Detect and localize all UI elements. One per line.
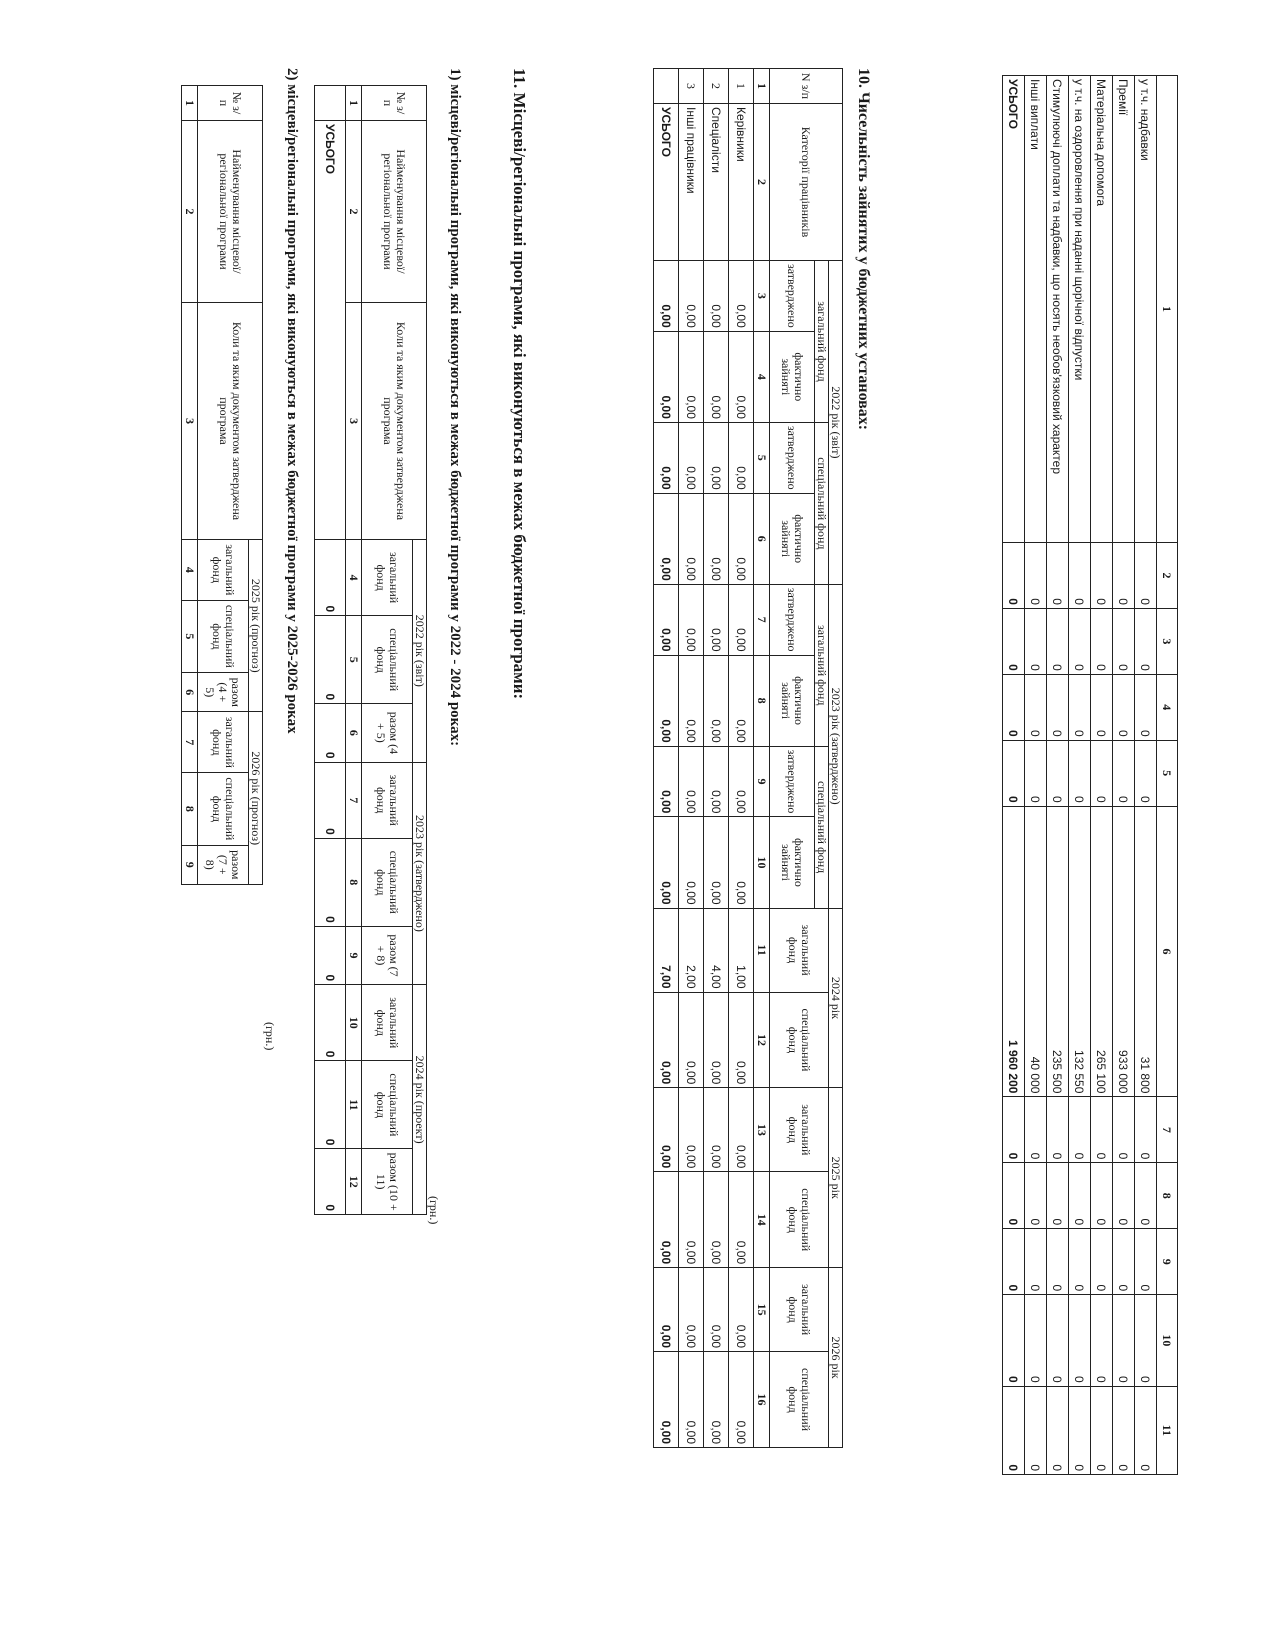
total-value-cell: 0,00 [654, 584, 679, 655]
unit-label-1: (грн.) [427, 1196, 441, 1225]
total-value-cell: 0,00 [654, 655, 679, 746]
value-cell: 235 500 [1047, 806, 1069, 1097]
value-cell: 0 [1091, 740, 1113, 806]
header-gen: загальний фонд [198, 712, 249, 773]
value-cell: 0,00 [729, 1268, 754, 1352]
row-label: Премії [1113, 76, 1135, 543]
column-index-cell: 9 [1157, 1229, 1178, 1295]
value-cell: 0 [1025, 543, 1047, 609]
header-program-name: Найменування місцевої/регіональної програми [198, 121, 263, 303]
value-cell: 0 [1113, 1163, 1135, 1229]
value-cell: 0 [1069, 740, 1091, 806]
total-value-cell: 0,00 [654, 817, 679, 908]
column-index-cell: 2 [754, 104, 770, 261]
total-label: УСЬОГО [654, 104, 679, 261]
column-index-cell: 1 [1157, 76, 1178, 543]
value-cell: 0,00 [704, 493, 729, 584]
value-cell: 0 [1025, 1295, 1047, 1386]
column-index-cell: 15 [754, 1268, 770, 1352]
value-cell: 0 [1091, 1386, 1113, 1474]
total-value-cell: 0,00 [654, 1088, 679, 1172]
value-cell: 0,00 [679, 1268, 704, 1352]
header-spec: спеціальний фонд [362, 616, 413, 704]
programs1-total-row [315, 86, 346, 1215]
column-index-cell: 11 [1157, 1386, 1178, 1474]
value-cell: 0,00 [729, 422, 754, 493]
header-program-name: Найменування місцевої/регіональної програми [362, 121, 427, 303]
section-11-sub1: 1) місцеві/регіональні програми, які виконуються в межах бюджетної програми у 2022 - 2024 роках: [447, 68, 463, 747]
column-index-cell: 7 [754, 584, 770, 655]
total-value-cell: 1 960 200 [1003, 806, 1025, 1097]
total-label: УСЬОГО [1003, 76, 1025, 543]
total-value-cell: 0,00 [654, 493, 679, 584]
value-cell: 0,00 [679, 746, 704, 817]
value-cell: 0 [1025, 1163, 1047, 1229]
table-row [1113, 76, 1135, 1475]
total-value-cell: 0 [315, 616, 346, 704]
value-cell: 933 000 [1113, 806, 1135, 1097]
total-value-cell: 0 [315, 838, 346, 926]
value-cell: 0,00 [729, 655, 754, 746]
total-value-cell: 0 [1003, 1163, 1025, 1229]
row-number: 1 [729, 69, 754, 104]
header-spec: спеціальний фонд [198, 773, 249, 845]
total-value-cell: 0 [315, 540, 346, 616]
programs2-index-row [182, 86, 198, 885]
header-approved: затверджено [770, 746, 815, 817]
value-cell: 4,00 [704, 908, 729, 992]
value-cell: 0,00 [679, 1172, 704, 1268]
value-cell: 0 [1025, 674, 1047, 740]
value-cell: 0 [1047, 1229, 1069, 1295]
column-index-cell: 1 [182, 86, 198, 121]
section-11-title: 11. Місцеві/регіональні програми, які виконуються в межах бюджетної програми: [510, 68, 529, 700]
header-gen: загальний фонд [198, 540, 249, 601]
value-cell: 0 [1113, 740, 1135, 806]
total-value-cell: 0,00 [654, 1172, 679, 1268]
value-cell: 0,00 [679, 261, 704, 332]
value-cell: 0 [1113, 1386, 1135, 1474]
value-cell: 0 [1025, 1097, 1047, 1163]
header-2025: 2025 рік (прогноз) [249, 540, 263, 712]
header-spec-fund-2024: спеціальний фонд [770, 992, 829, 1088]
value-cell: 2,00 [679, 908, 704, 992]
row-label: у т.ч. надбавки [1135, 76, 1157, 543]
value-cell: 265 100 [1091, 806, 1113, 1097]
value-cell: 0,00 [679, 1088, 704, 1172]
staff-header-row-2 [815, 69, 829, 1448]
value-cell: 0 [1069, 1097, 1091, 1163]
programs-2025-2026-table [181, 85, 263, 885]
total-row [1003, 76, 1025, 1475]
header-sum-10-11: разом (10 + 11) [362, 1149, 413, 1215]
row-number: 2 [704, 69, 729, 104]
header-document: Коли та яким документом затверджена програма [198, 303, 263, 540]
header-2023: 2023 рік (затверджено) [413, 762, 427, 985]
section-11-sub2: 2) місцеві/регіональні програми, які виконуються в межах бюджетної програми у 2025-2026 роках [284, 68, 300, 734]
value-cell: 0,00 [729, 817, 754, 908]
header-spec: спеціальний фонд [362, 1061, 413, 1149]
value-cell: 0,00 [704, 817, 729, 908]
column-index-cell: 1 [346, 86, 362, 121]
total-value-cell: 7,00 [654, 908, 679, 992]
value-cell: 0,00 [704, 422, 729, 493]
value-cell: 0 [1025, 1229, 1047, 1295]
value-cell: 0,00 [729, 1088, 754, 1172]
table-row [679, 69, 704, 1448]
column-index-cell: 8 [346, 838, 362, 926]
column-index-cell: 3 [1157, 608, 1178, 674]
value-cell: 0 [1135, 1386, 1157, 1474]
total-value-cell: 0 [315, 926, 346, 984]
header-gen-fund-2026: загальний фонд [770, 1268, 829, 1352]
value-cell: 0 [1113, 543, 1135, 609]
value-cell: 0 [1091, 1295, 1113, 1386]
column-index-cell: 6 [754, 493, 770, 584]
value-cell: 0 [1025, 608, 1047, 674]
total-value-cell: 0,00 [654, 261, 679, 332]
value-cell: 0 [1047, 1097, 1069, 1163]
value-cell: 0,00 [704, 261, 729, 332]
value-cell: 40 000 [1025, 806, 1047, 1097]
value-cell: 0,00 [704, 746, 729, 817]
column-index-cell: 2 [346, 121, 362, 303]
table-row [1047, 76, 1069, 1475]
value-cell: 0,00 [679, 1352, 704, 1448]
value-cell: 0 [1113, 674, 1135, 740]
value-cell: 0 [1135, 1163, 1157, 1229]
header-2024: 2024 рік [829, 908, 843, 1088]
total-value-cell: 0,00 [654, 1352, 679, 1448]
header-sum-4-5: разом (4 + 5) [198, 673, 249, 712]
column-index-cell: 10 [1157, 1295, 1178, 1386]
column-index-cell: 6 [346, 704, 362, 762]
column-index-cell: 9 [182, 845, 198, 884]
header-2026: 2026 рік (прогноз) [249, 712, 263, 885]
header-2022: 2022 рік (звіт) [413, 540, 427, 763]
header-2022: 2022 рік (звіт) [829, 261, 843, 585]
value-cell: 0 [1047, 543, 1069, 609]
header-2024: 2024 рік (проект) [413, 985, 427, 1215]
row-category: Інші працівники [679, 104, 704, 261]
column-index-cell: 7 [182, 712, 198, 773]
staff-index-row [754, 69, 770, 1448]
total-value-cell: 0 [315, 1149, 346, 1215]
value-cell: 0 [1135, 608, 1157, 674]
header-n: № з/п [362, 86, 427, 121]
row-label: Матеріальна допомога [1091, 76, 1113, 543]
value-cell: 0 [1091, 543, 1113, 609]
header-gen: загальний фонд [362, 540, 413, 616]
column-index-cell: 4 [754, 331, 770, 422]
value-cell: 0 [1091, 1097, 1113, 1163]
total-value-cell: 0 [1003, 674, 1025, 740]
header-spec-fund-2022: спеціальний фонд [815, 422, 829, 584]
value-cell: 0,00 [679, 655, 704, 746]
column-index-cell: 10 [754, 817, 770, 908]
table-row [729, 69, 754, 1448]
value-cell: 0,00 [679, 584, 704, 655]
column-index-cell: 5 [182, 600, 198, 672]
value-cell: 0 [1047, 740, 1069, 806]
header-gen-fund-2022: загальний фонд [815, 261, 829, 423]
column-index-cell: 2 [1157, 543, 1178, 609]
header-spec-fund-2025: спеціальний фонд [770, 1172, 829, 1268]
header-n: № з/п [198, 86, 263, 121]
value-cell: 0 [1069, 1229, 1091, 1295]
expenses-table [1002, 75, 1178, 1475]
value-cell: 0,00 [729, 1172, 754, 1268]
column-index-cell: 7 [346, 762, 362, 838]
value-cell: 0,00 [704, 655, 729, 746]
value-cell: 0 [1047, 1386, 1069, 1474]
column-index-cell: 4 [1157, 674, 1178, 740]
value-cell: 0,00 [729, 584, 754, 655]
header-approved: затверджено [770, 584, 815, 655]
value-cell: 0,00 [729, 331, 754, 422]
column-index-cell: 9 [754, 746, 770, 817]
column-index-cell: 3 [346, 303, 362, 540]
value-cell: 0 [1135, 674, 1157, 740]
header-approved: затверджено [770, 261, 815, 332]
value-cell: 0 [1135, 1295, 1157, 1386]
column-index-cell: 11 [346, 1061, 362, 1149]
value-cell: 0,00 [729, 493, 754, 584]
header-approved: затверджено [770, 422, 815, 493]
value-cell: 0 [1047, 1163, 1069, 1229]
value-cell: 0 [1069, 543, 1091, 609]
value-cell: 0 [1069, 608, 1091, 674]
programs1-header-row-1 [413, 86, 427, 1215]
value-cell: 132 550 [1069, 806, 1091, 1097]
total-value-cell: 0 [1003, 1229, 1025, 1295]
column-index-cell: 13 [754, 1088, 770, 1172]
header-spec-fund-2026: спеціальний фонд [770, 1352, 829, 1448]
value-cell: 0 [1069, 674, 1091, 740]
header-spec-fund-2023: спеціальний фонд [815, 746, 829, 908]
value-cell: 0,00 [679, 992, 704, 1088]
column-index-cell: 14 [754, 1172, 770, 1268]
column-index-cell: 12 [754, 992, 770, 1088]
row-label: у т.ч. на оздоровлення при наданні щорічної відпустки [1069, 76, 1091, 543]
total-value-cell: 0 [1003, 740, 1025, 806]
value-cell: 0 [1047, 674, 1069, 740]
header-2026: 2026 рік [829, 1268, 843, 1448]
total-value-cell: 0,00 [654, 746, 679, 817]
column-index-cell: 4 [346, 540, 362, 616]
row-label: Стимулюючі доплати та надбавки, що носять необов'язковий характер [1047, 76, 1069, 543]
column-index-cell: 7 [1157, 1097, 1178, 1163]
header-2023: 2023 рік (затверджено) [829, 584, 843, 908]
header-spec: спеціальний фонд [362, 838, 413, 926]
value-cell: 0 [1069, 1163, 1091, 1229]
column-index-cell: 5 [346, 616, 362, 704]
table-row [1091, 76, 1113, 1475]
header-gen-fund-2023: загальний фонд [815, 584, 829, 746]
column-index-cell: 2 [182, 121, 198, 303]
value-cell: 0,00 [704, 992, 729, 1088]
row-label: Інші виплати [1025, 76, 1047, 543]
header-actual: фактично зайняті [770, 655, 815, 746]
column-index-cell: 11 [754, 908, 770, 992]
header-sum-4-5: разом (4 + 5) [362, 704, 413, 762]
total-value-cell: 0 [1003, 1097, 1025, 1163]
total-value-cell: 0,00 [654, 1268, 679, 1352]
value-cell: 0 [1047, 1295, 1069, 1386]
value-cell: 0 [1135, 543, 1157, 609]
column-index-cell: 6 [1157, 806, 1178, 1097]
value-cell: 0,00 [679, 331, 704, 422]
value-cell: 0 [1091, 674, 1113, 740]
value-cell: 0,00 [704, 1352, 729, 1448]
value-cell: 0 [1113, 608, 1135, 674]
total-value-cell: 0,00 [654, 422, 679, 493]
header-sum-7-8: разом (7 + 8) [198, 845, 249, 884]
value-cell: 0 [1113, 1097, 1135, 1163]
total-label: УСЬОГО [315, 121, 346, 540]
total-value-cell: 0 [315, 985, 346, 1061]
header-actual: фактично зайняті [770, 493, 815, 584]
header-document: Коли та яким документом затверджена програма [362, 303, 427, 540]
value-cell: 31 800 [1135, 806, 1157, 1097]
header-gen-fund-2025: загальний фонд [770, 1088, 829, 1172]
value-cell: 0,00 [679, 422, 704, 493]
column-index-cell: 8 [182, 773, 198, 845]
value-cell: 0,00 [729, 261, 754, 332]
value-cell: 0,00 [729, 746, 754, 817]
expenses-header-row [1157, 76, 1178, 1475]
row-category: Керівники [729, 104, 754, 261]
value-cell: 0,00 [729, 992, 754, 1088]
row-number: 3 [679, 69, 704, 104]
table-row [1069, 76, 1091, 1475]
total-row [654, 69, 679, 1448]
value-cell: 0,00 [704, 331, 729, 422]
value-cell: 0 [1047, 608, 1069, 674]
column-index-cell: 6 [182, 673, 198, 712]
value-cell: 0 [1113, 1295, 1135, 1386]
total-value-cell: 0,00 [654, 992, 679, 1088]
total-value-cell: 0,00 [654, 331, 679, 422]
value-cell: 0 [1113, 1229, 1135, 1295]
value-cell: 0 [1025, 1386, 1047, 1474]
column-index-cell: 8 [754, 655, 770, 746]
section-10-title: 10. Чисельність зайнятих у бюджетних установах: [855, 68, 872, 431]
staff-table [653, 68, 843, 1448]
total-value-cell: 0 [1003, 1386, 1025, 1474]
value-cell: 0 [1091, 608, 1113, 674]
programs-2022-2024-table [314, 85, 427, 1215]
column-index-cell: 1 [754, 69, 770, 104]
header-2025: 2025 рік [829, 1088, 843, 1268]
column-index-cell: 16 [754, 1352, 770, 1448]
staff-header-row-1 [829, 69, 843, 1448]
programs1-index-row [346, 86, 362, 1215]
total-value-cell: 0 [1003, 608, 1025, 674]
value-cell: 0,00 [679, 817, 704, 908]
unit-label-2: (грн.) [263, 1022, 277, 1051]
value-cell: 1,00 [729, 908, 754, 992]
header-sum-7-8: разом (7 + 8) [362, 926, 413, 984]
value-cell: 0,00 [704, 1088, 729, 1172]
header-actual: фактично зайняті [770, 331, 815, 422]
value-cell: 0,00 [704, 1268, 729, 1352]
value-cell: 0 [1135, 740, 1157, 806]
header-actual: фактично зайняті [770, 817, 815, 908]
header-gen: загальний фонд [362, 762, 413, 838]
value-cell: 0,00 [704, 584, 729, 655]
value-cell: 0 [1135, 1229, 1157, 1295]
header-gen-fund-2024: загальний фонд [770, 908, 829, 992]
value-cell: 0,00 [704, 1172, 729, 1268]
column-index-cell: 9 [346, 926, 362, 984]
total-empty-cell [315, 86, 346, 121]
value-cell: 0 [1069, 1386, 1091, 1474]
programs2-header-row-1 [249, 86, 263, 885]
header-n: N з/п [770, 69, 843, 104]
header-category: Категорії працівників [770, 104, 843, 261]
value-cell: 0 [1091, 1229, 1113, 1295]
column-index-cell: 10 [346, 985, 362, 1061]
value-cell: 0 [1025, 740, 1047, 806]
header-gen: загальний фонд [362, 985, 413, 1061]
total-value-cell: 0 [1003, 1295, 1025, 1386]
column-index-cell: 3 [754, 261, 770, 332]
value-cell: 0 [1091, 1163, 1113, 1229]
total-value-cell: 0 [315, 704, 346, 762]
column-index-cell: 4 [182, 540, 198, 601]
column-index-cell: 12 [346, 1149, 362, 1215]
column-index-cell: 3 [182, 303, 198, 540]
column-index-cell: 5 [1157, 740, 1178, 806]
table-row [704, 69, 729, 1448]
column-index-cell: 5 [754, 422, 770, 493]
value-cell: 0,00 [679, 493, 704, 584]
total-value-cell: 0 [315, 762, 346, 838]
header-spec: спеціальний фонд [198, 600, 249, 672]
value-cell: 0 [1135, 1097, 1157, 1163]
total-empty-cell [654, 69, 679, 104]
total-value-cell: 0 [1003, 543, 1025, 609]
value-cell: 0,00 [729, 1352, 754, 1448]
value-cell: 0 [1069, 1295, 1091, 1386]
table-row [1135, 76, 1157, 1475]
total-value-cell: 0 [315, 1061, 346, 1149]
row-category: Спеціалісти [704, 104, 729, 261]
table-row [1025, 76, 1047, 1475]
column-index-cell: 8 [1157, 1163, 1178, 1229]
